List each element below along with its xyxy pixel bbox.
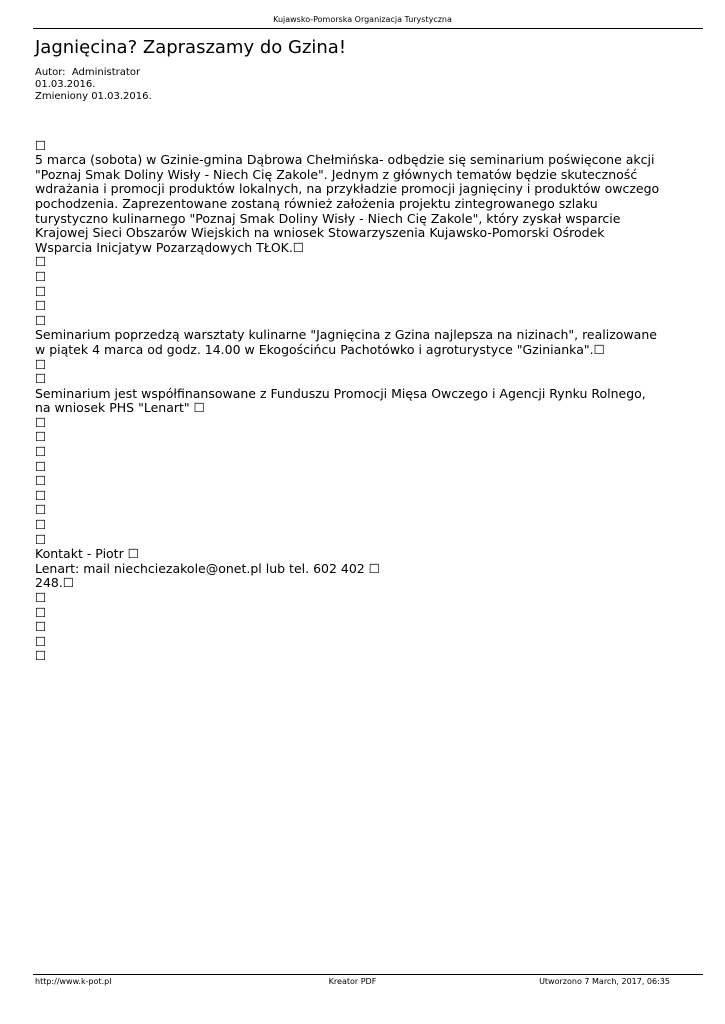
body-line: ☐ xyxy=(35,312,47,328)
body-line: Lenart: mail niechciezakole@onet.pl lub tel. 602 402 ☐ xyxy=(35,560,380,576)
body-line: Seminarium jest współfinansowane z Funduszu Promocji Mięsa Owczego i Agencji Rynku Rolnego, na wniosek PHS "Lenart" ☐ xyxy=(35,385,646,416)
body-line: ☐ xyxy=(35,137,47,153)
body-line: Seminarium poprzedzą warsztaty kulinarne "Jagnięcina z Gzina najlepsza na nizinach", realizowane w piątek 4 marca od godz. 14.00 w Ekogościńcu Pachotówko i agroturystyce "Gzinianka".☐ xyxy=(35,327,657,357)
body-line: ☐ xyxy=(35,619,47,635)
body-line: ☐ xyxy=(35,444,47,460)
body-line: ☐ xyxy=(35,356,47,372)
footer-divider xyxy=(33,974,703,975)
header-site-name: Kujawsko-Pomorska Organizacja Turystyczna xyxy=(273,15,452,24)
footer-created-date: Utworzono 7 March, 2017, 06:35 xyxy=(539,977,670,986)
article-body xyxy=(35,124,665,664)
article-meta xyxy=(35,67,152,103)
footer-generator: Kreator PDF xyxy=(328,977,377,986)
article-title: Jagnięcina? Zapraszamy do Gzina! xyxy=(35,37,347,58)
body-line: Kontakt - Piotr ☐ xyxy=(35,546,139,562)
body-line: ☐ xyxy=(35,268,47,284)
body-line: 5 marca (sobota) w Gzinie-gmina Dąbrowa Chełmińska- odbędzie się seminarium poświęcone akcji "Poznaj Smak Doliny Wisły - Niech Cię Zakole". Jednym z głównych tematów będzie skuteczność wdrażania i promocji produktów lokalnych, na przykładzie promocji jagnięciny i produktów owczego pochodzenia. Zaprezentowane zostaną również założenia projektu zintegrowanego szlaku turystyczno kulinarnego "Poznaj Smak Doliny Wisły - Niech Cię Zakole", który zyskał wsparcie Krajowej Sieci Obszarów Wiejskich na wniosek Stowarzyszenia Kujawsko-Pomorski Ośrodek Wsparcia Inicjatyw Pozarządowych TŁOK.☐ xyxy=(35,152,660,255)
body-line: ☐ xyxy=(35,414,47,430)
footer-url-link[interactable]: http://www.k-pot.pl xyxy=(35,977,112,986)
body-line xyxy=(35,124,665,139)
body-line: ☐ xyxy=(35,487,47,503)
header-divider xyxy=(33,28,703,29)
body-line: ☐ xyxy=(35,648,47,664)
author-line: Autor: Administrator xyxy=(35,67,141,78)
body-line: ☐ xyxy=(35,298,47,314)
body-line: ☐ xyxy=(35,283,47,299)
body-line: ☐ xyxy=(35,502,47,518)
body-line: ☐ xyxy=(35,429,47,445)
body-line: ☐ xyxy=(35,604,47,620)
body-line: ☐ xyxy=(35,254,47,270)
publish-date: 01.03.2016. xyxy=(35,79,96,90)
body-line: ☐ xyxy=(35,473,47,489)
body-line: ☐ xyxy=(35,633,47,649)
modified-date: Zmieniony 01.03.2016. xyxy=(35,91,152,102)
body-line: ☐ xyxy=(35,371,47,387)
body-line: ☐ xyxy=(35,458,47,474)
body-line: ☐ xyxy=(35,531,47,547)
body-line: ☐ xyxy=(35,590,47,605)
body-line: ☐ xyxy=(35,517,47,533)
body-line: 248.☐ xyxy=(35,575,75,591)
